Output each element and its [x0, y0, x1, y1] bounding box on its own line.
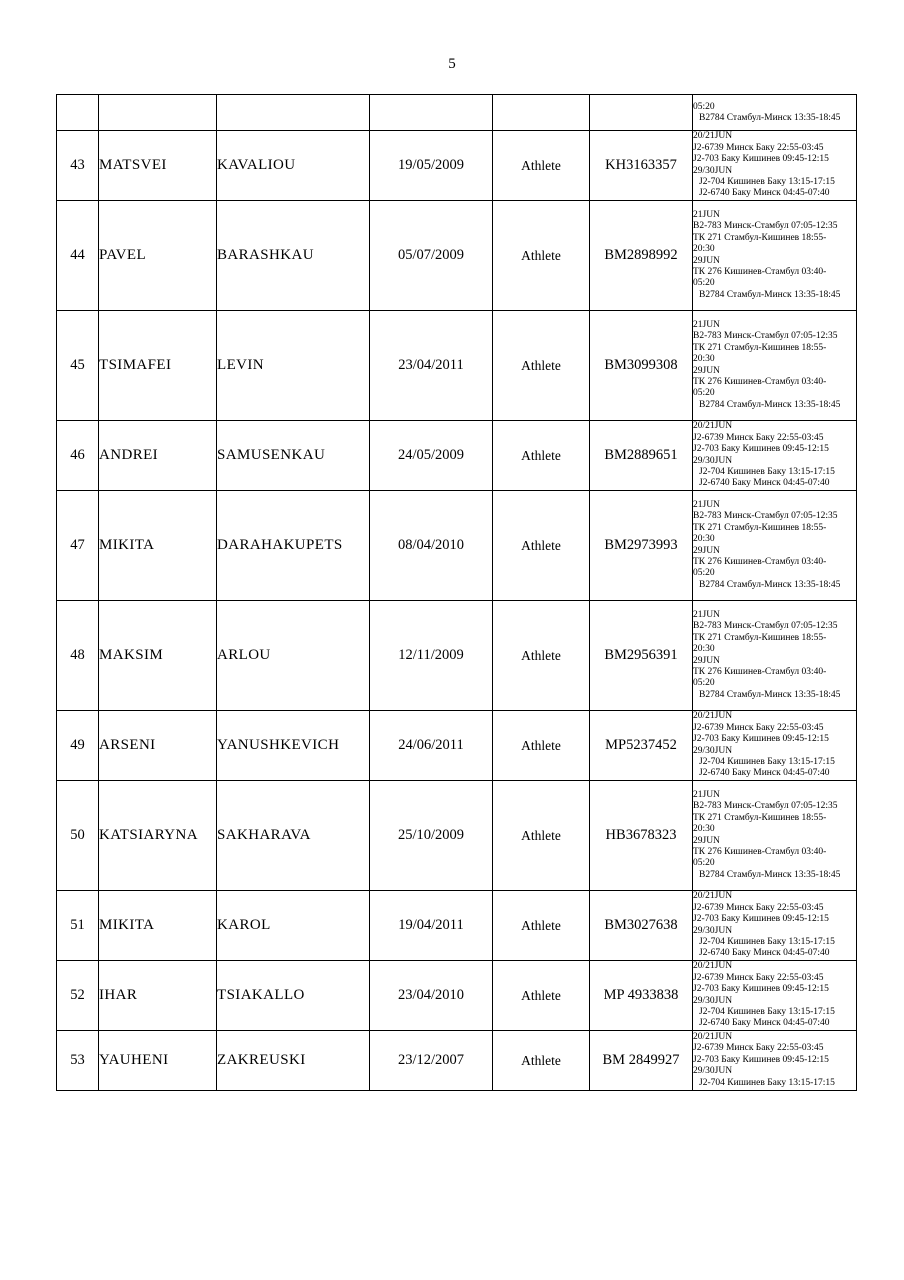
role: Athlete — [493, 201, 590, 311]
itinerary-line: 21JUN — [693, 609, 720, 620]
itinerary-line: B2-783 Минск-Стамбул 07:05-12:35 — [693, 511, 838, 522]
itinerary — [693, 95, 857, 131]
itinerary-line: 29JUN — [693, 655, 720, 666]
itinerary-line: 20:30 — [693, 824, 715, 835]
date-of-birth: 23/12/2007 — [370, 1031, 493, 1091]
itinerary-line: 29JUN — [693, 835, 720, 846]
last-name: BARASHKAU — [217, 201, 370, 311]
table-row — [57, 601, 857, 711]
itinerary — [693, 601, 857, 711]
first-name: TSIMAFEI — [99, 311, 217, 421]
itinerary-line: J2-6740 Баку Минск 04:45-07:40 — [699, 768, 830, 779]
date-of-birth — [370, 95, 493, 131]
itinerary-line: J2-6739 Минск Баку 22:55-03:45 — [693, 142, 824, 153]
document-number: MP 4933838 — [590, 961, 693, 1031]
itinerary-line: ТК 271 Стамбул-Кишинев 18:55- — [693, 342, 827, 353]
itinerary — [693, 781, 857, 891]
role: Athlete — [493, 711, 590, 781]
document-number: BM3027638 — [590, 891, 693, 961]
role: Athlete — [493, 961, 590, 1031]
role: Athlete — [493, 1031, 590, 1091]
last-name: KAVALIOU — [217, 131, 370, 201]
itinerary-line: 29/30JUN — [693, 995, 733, 1006]
table-row — [57, 1031, 857, 1091]
itinerary-line: ТК 276 Кишинев-Стамбул 03:40- — [693, 666, 827, 677]
itinerary-line: J2-704 Кишинев Баку 13:15-17:15 — [699, 1006, 835, 1017]
row-number: 46 — [57, 421, 99, 491]
table-row — [57, 891, 857, 961]
itinerary-line: B2-783 Минск-Стамбул 07:05-12:35 — [693, 221, 838, 232]
itinerary-line: 21JUN — [693, 319, 720, 330]
itinerary-line: ТК 271 Стамбул-Кишинев 18:55- — [693, 522, 827, 533]
itinerary — [693, 311, 857, 421]
role: Athlete — [493, 601, 590, 711]
itinerary-line: ТК 276 Кишинев-Стамбул 03:40- — [693, 376, 827, 387]
date-of-birth: 19/05/2009 — [370, 131, 493, 201]
itinerary-line: B2784 Стамбул-Минск 13:35-18:45 — [699, 579, 841, 590]
first-name: MIKITA — [99, 491, 217, 601]
first-name: MAKSIM — [99, 601, 217, 711]
itinerary-line: J2-6740 Баку Минск 04:45-07:40 — [699, 1018, 830, 1029]
row-number: 45 — [57, 311, 99, 421]
itinerary-line: J2-704 Кишинев Баку 13:15-17:15 — [699, 756, 835, 767]
first-name: PAVEL — [99, 201, 217, 311]
document-number: BM3099308 — [590, 311, 693, 421]
first-name: MATSVEI — [99, 131, 217, 201]
first-name: ARSENI — [99, 711, 217, 781]
last-name: SAMUSENKAU — [217, 421, 370, 491]
last-name: TSIAKALLO — [217, 961, 370, 1031]
date-of-birth: 05/07/2009 — [370, 201, 493, 311]
itinerary-line: 05:20 — [693, 388, 715, 399]
itinerary-line: 05:20 — [693, 858, 715, 869]
date-of-birth: 24/05/2009 — [370, 421, 493, 491]
last-name — [217, 95, 370, 131]
itinerary-line: 20/21JUN — [693, 891, 733, 902]
role: Athlete — [493, 421, 590, 491]
table-row — [57, 95, 857, 131]
itinerary-line: B2784 Стамбул-Минск 13:35-18:45 — [699, 113, 841, 123]
itinerary-line: B2784 Стамбул-Минск 13:35-18:45 — [699, 869, 841, 880]
itinerary-line: B2784 Стамбул-Минск 13:35-18:45 — [699, 399, 841, 410]
row-number — [57, 95, 99, 131]
role: Athlete — [493, 131, 590, 201]
first-name: ANDREI — [99, 421, 217, 491]
itinerary-line: 20/21JUN — [693, 131, 733, 142]
table-row — [57, 421, 857, 491]
row-number: 44 — [57, 201, 99, 311]
table-row — [57, 201, 857, 311]
document-number: KH3163357 — [590, 131, 693, 201]
itinerary-line: J2-6740 Баку Минск 04:45-07:40 — [699, 478, 830, 489]
first-name: IHAR — [99, 961, 217, 1031]
itinerary-line: J2-703 Баку Кишинев 09:45-12:15 — [693, 734, 829, 745]
table-row — [57, 711, 857, 781]
date-of-birth: 25/10/2009 — [370, 781, 493, 891]
itinerary-line: 20:30 — [693, 534, 715, 545]
itinerary-line: 20:30 — [693, 354, 715, 365]
role: Athlete — [493, 311, 590, 421]
role — [493, 95, 590, 131]
itinerary-line: 05:20 — [693, 678, 715, 689]
date-of-birth: 19/04/2011 — [370, 891, 493, 961]
date-of-birth: 23/04/2011 — [370, 311, 493, 421]
itinerary-line: 21JUN — [693, 209, 720, 220]
itinerary-line: J2-703 Баку Кишинев 09:45-12:15 — [693, 154, 829, 165]
role: Athlete — [493, 891, 590, 961]
row-number: 51 — [57, 891, 99, 961]
document-number: BM2956391 — [590, 601, 693, 711]
table-row — [57, 781, 857, 891]
itinerary-line: J2-703 Баку Кишинев 09:45-12:15 — [693, 444, 829, 455]
itinerary-line: 05:20 — [693, 568, 715, 579]
row-number: 49 — [57, 711, 99, 781]
participants-table-body — [57, 95, 857, 1091]
itinerary — [693, 201, 857, 311]
itinerary — [693, 491, 857, 601]
last-name: ZAKREUSKI — [217, 1031, 370, 1091]
last-name: LEVIN — [217, 311, 370, 421]
document-number: BM2898992 — [590, 201, 693, 311]
itinerary-line: 29JUN — [693, 545, 720, 556]
itinerary-line: J2-704 Кишинев Баку 13:15-17:15 — [699, 176, 835, 187]
itinerary-line: 29/30JUN — [693, 1066, 733, 1077]
itinerary-line: J2-703 Баку Кишинев 09:45-12:15 — [693, 914, 829, 925]
itinerary-line: B2-783 Минск-Стамбул 07:05-12:35 — [693, 331, 838, 342]
itinerary-line: ТК 271 Стамбул-Кишинев 18:55- — [693, 632, 827, 643]
date-of-birth: 24/06/2011 — [370, 711, 493, 781]
itinerary-line: J2-703 Баку Кишинев 09:45-12:15 — [693, 1054, 829, 1065]
itinerary-line: B2784 Стамбул-Минск 13:35-18:45 — [699, 689, 841, 700]
itinerary-line: 20:30 — [693, 644, 715, 655]
table-row — [57, 491, 857, 601]
itinerary-line: J2-704 Кишинев Баку 13:15-17:15 — [699, 1077, 835, 1088]
last-name: YANUSHKEVICH — [217, 711, 370, 781]
table-row — [57, 131, 857, 201]
table-row — [57, 311, 857, 421]
itinerary-line: J2-6739 Минск Баку 22:55-03:45 — [693, 902, 824, 913]
itinerary-line: ТК 276 Кишинев-Стамбул 03:40- — [693, 556, 827, 567]
document-number: BM2889651 — [590, 421, 693, 491]
itinerary-line: 20/21JUN — [693, 961, 733, 972]
participants-table — [56, 94, 857, 1091]
date-of-birth: 23/04/2010 — [370, 961, 493, 1031]
itinerary-line: B2784 Стамбул-Минск 13:35-18:45 — [699, 289, 841, 300]
row-number: 53 — [57, 1031, 99, 1091]
first-name: YAUHENI — [99, 1031, 217, 1091]
itinerary — [693, 961, 857, 1031]
itinerary-line: ТК 276 Кишинев-Стамбул 03:40- — [693, 266, 827, 277]
table-row — [57, 961, 857, 1031]
itinerary-line: 29/30JUN — [693, 455, 733, 466]
itinerary-line: 21JUN — [693, 499, 720, 510]
itinerary-line: J2-6739 Минск Баку 22:55-03:45 — [693, 432, 824, 443]
row-number: 43 — [57, 131, 99, 201]
itinerary-line: 20:30 — [693, 244, 715, 255]
itinerary-line: 20/21JUN — [693, 711, 733, 722]
itinerary-line: 05:20 — [693, 101, 715, 112]
last-name: DARAHAKUPETS — [217, 491, 370, 601]
itinerary-line: 29JUN — [693, 365, 720, 376]
itinerary-line: J2-6740 Баку Минск 04:45-07:40 — [699, 948, 830, 959]
document-number: MP5237452 — [590, 711, 693, 781]
itinerary-line: J2-703 Баку Кишинев 09:45-12:15 — [693, 984, 829, 995]
row-number: 50 — [57, 781, 99, 891]
itinerary-line: 20/21JUN — [693, 1031, 733, 1042]
itinerary-line: J2-6739 Минск Баку 22:55-03:45 — [693, 722, 824, 733]
itinerary — [693, 891, 857, 961]
itinerary-line: J2-6739 Минск Баку 22:55-03:45 — [693, 1043, 824, 1054]
document-number — [590, 95, 693, 131]
itinerary-line: 29JUN — [693, 255, 720, 266]
first-name — [99, 95, 217, 131]
itinerary-line: 21JUN — [693, 789, 720, 800]
itinerary-line: ТК 271 Стамбул-Кишинев 18:55- — [693, 812, 827, 823]
itinerary-line: J2-704 Кишинев Баку 13:15-17:15 — [699, 936, 835, 947]
itinerary-line: J2-6739 Минск Баку 22:55-03:45 — [693, 972, 824, 983]
page-number: 5 — [448, 56, 456, 72]
itinerary-line: 20/21JUN — [693, 421, 733, 432]
itinerary — [693, 421, 857, 491]
itinerary-line: B2-783 Минск-Стамбул 07:05-12:35 — [693, 621, 838, 632]
itinerary-line: 29/30JUN — [693, 745, 733, 756]
row-number: 52 — [57, 961, 99, 1031]
last-name: ARLOU — [217, 601, 370, 711]
row-number: 48 — [57, 601, 99, 711]
document-number: HB3678323 — [590, 781, 693, 891]
itinerary-line: 29/30JUN — [693, 165, 733, 176]
itinerary — [693, 131, 857, 201]
itinerary-line: ТК 271 Стамбул-Кишинев 18:55- — [693, 232, 827, 243]
last-name: SAKHARAVA — [217, 781, 370, 891]
role: Athlete — [493, 781, 590, 891]
itinerary-line: 05:20 — [693, 278, 715, 289]
role: Athlete — [493, 491, 590, 601]
itinerary-line: ТК 276 Кишинев-Стамбул 03:40- — [693, 846, 827, 857]
row-number: 47 — [57, 491, 99, 601]
last-name: KAROL — [217, 891, 370, 961]
itinerary-line: J2-6740 Баку Минск 04:45-07:40 — [699, 188, 830, 199]
itinerary — [693, 1031, 857, 1091]
document-number: BM 2849927 — [590, 1031, 693, 1091]
date-of-birth: 08/04/2010 — [370, 491, 493, 601]
itinerary-line: J2-704 Кишинев Баку 13:15-17:15 — [699, 466, 835, 477]
itinerary-line: B2-783 Минск-Стамбул 07:05-12:35 — [693, 801, 838, 812]
first-name: KATSIARYNA — [99, 781, 217, 891]
first-name: MIKITA — [99, 891, 217, 961]
document-number: BM2973993 — [590, 491, 693, 601]
itinerary-line: 29/30JUN — [693, 925, 733, 936]
date-of-birth: 12/11/2009 — [370, 601, 493, 711]
itinerary — [693, 711, 857, 781]
